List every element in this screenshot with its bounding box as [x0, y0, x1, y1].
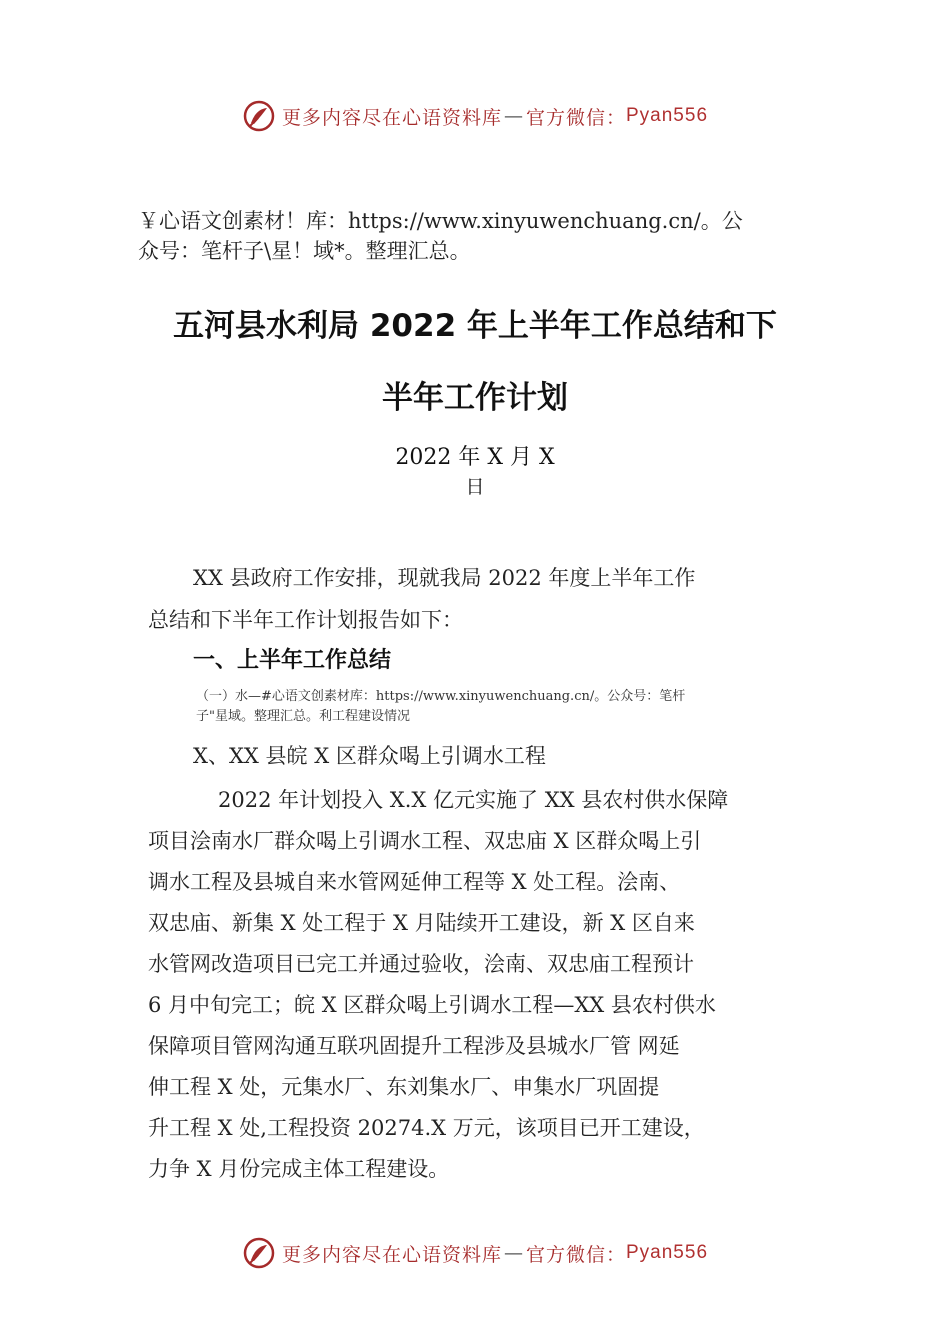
footer-banner-sep: —: [503, 1242, 524, 1264]
body-line: 双忠庙、新集 X 处工程于 X 月陆续开工建设，新 X 区自来: [148, 911, 695, 935]
footer-banner: [0, 1233, 950, 1273]
body-line: 升工程 X 处,工程投资 20274.X 万元，该项目已开工建设，: [148, 1116, 705, 1140]
body-line: 水管网改造项目已完工并通过验收，浍南、双忠庙工程预计: [148, 952, 694, 976]
body-line: 调水工程及县城自来水管网延伸工程等 X 处工程。浍南、: [148, 870, 681, 894]
footer-banner-text: 更多内容尽在心语资料库: [281, 1243, 502, 1266]
intro-line-2: 总结和下半年工作计划报告如下：: [148, 608, 463, 632]
document-title-line-2: 半年工作计划: [382, 380, 568, 416]
header-wechat-id: Pyan556: [626, 105, 709, 126]
footer-banner-wx: 官方微信：: [525, 1243, 626, 1266]
intro-line-1: XX 县政府工作安排，现就我局 2022 年度上半年工作: [193, 566, 696, 590]
body-line: 伸工程 X 处，元集水厂、东刘集水厂、申集水厂巩固提: [148, 1075, 660, 1099]
section-heading: 一、上半年工作总结: [193, 648, 392, 673]
header-banner-wx: 官方微信：: [525, 106, 626, 129]
watermark-line-2: 众号：笔杆子\星！域*。整理汇总。: [138, 239, 471, 263]
body-line: 项目浍南水厂群众喝上引调水工程、双忠庙 X 区群众喝上引: [148, 829, 702, 853]
body-line: 2022 年计划投入 X.X 亿元实施了 XX 县农村供水保障: [218, 788, 729, 812]
item-heading: X、XX 县皖 X 区群众喝上引调水工程: [193, 744, 546, 768]
body-line: 6 月中旬完工；皖 X 区群众喝上引调水工程—XX 县农村供水: [148, 993, 716, 1017]
header-banner-text: 更多内容尽在心语资料库: [281, 106, 502, 129]
footer-wechat-id: Pyan556: [626, 1242, 709, 1263]
brand-logo-icon: [242, 99, 276, 133]
subsection-note-line-2: 子"星域。整理汇总。利工程建设情况: [196, 709, 410, 724]
header-banner-sep: —: [503, 105, 524, 127]
watermark-line-1: ￥心语文创素材！库：https://www.xinyuwenchuang.cn/。公: [138, 209, 743, 233]
body-line: 力争 X 月份完成主体工程建设。: [148, 1157, 450, 1181]
brand-logo-icon: [242, 1236, 276, 1270]
date-line-1: 2022 年 X 月 X: [395, 445, 555, 470]
date-line-2: 日: [465, 476, 485, 498]
subsection-note-line-1: （一）水—#心语文创素材库：https://www.xinyuwenchuang.cn/。公众号：笔杆: [196, 689, 686, 704]
document-title-line-1: 五河县水利局 2022 年上半年工作总结和下: [173, 308, 777, 344]
header-banner: [0, 96, 950, 136]
body-line: 保障项目管网沟通互联巩固提升工程涉及县城水厂管 网延: [148, 1034, 680, 1058]
